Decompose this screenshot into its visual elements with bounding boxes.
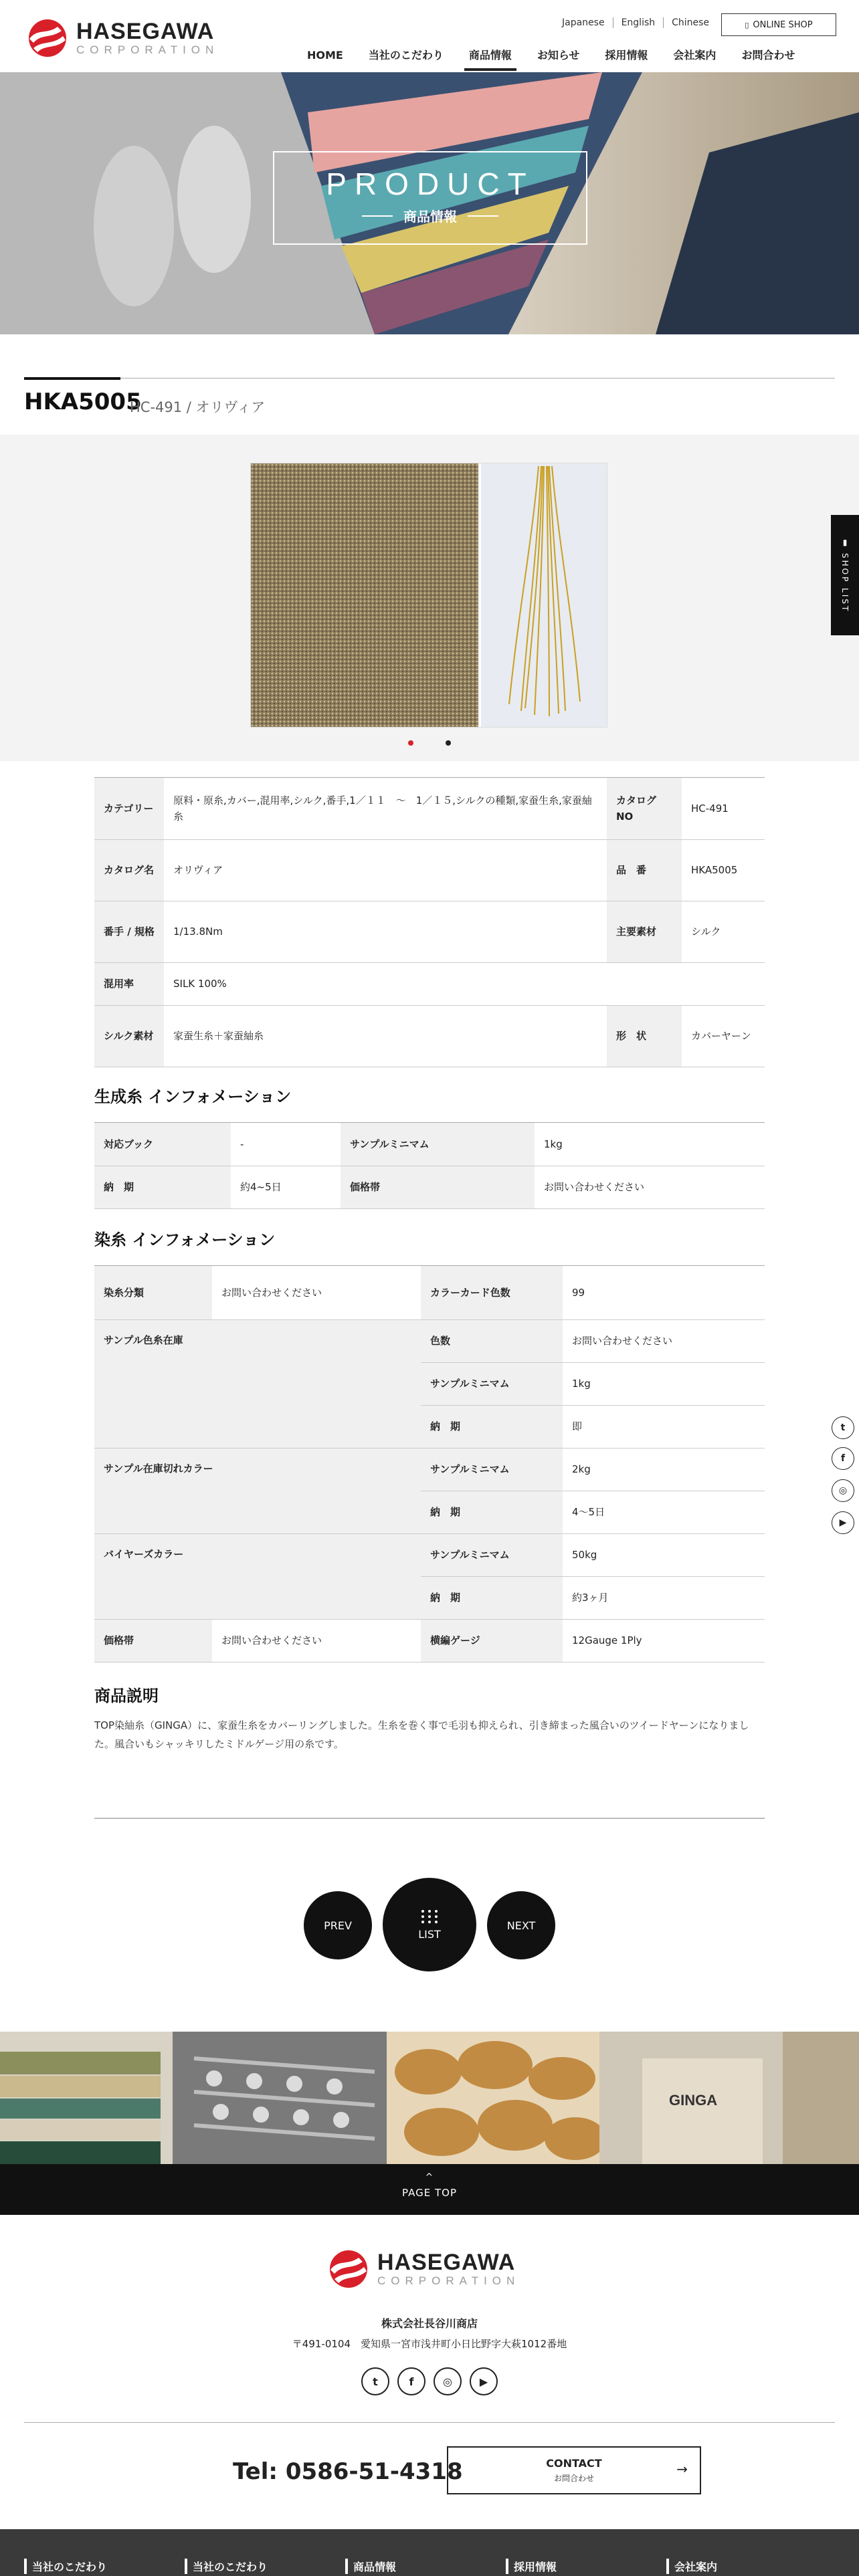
list-label: LIST bbox=[418, 1927, 441, 1941]
footer-social-links bbox=[361, 2367, 498, 2395]
main-nav bbox=[294, 45, 807, 71]
info-label: サンプルミニマム bbox=[421, 1362, 563, 1405]
gallery-slide[interactable] bbox=[250, 463, 607, 728]
facebook-icon[interactable]: f bbox=[397, 2367, 425, 2395]
info-label: サンプルミニマム bbox=[421, 1448, 563, 1491]
description-heading: 商品説明 bbox=[94, 1687, 159, 1705]
instagram-icon[interactable]: ◎ bbox=[434, 2367, 462, 2395]
hero-subtitle: 商品情報 bbox=[403, 209, 457, 225]
info-label: サンプルミニマム bbox=[341, 1123, 535, 1166]
info-value: 4〜5日 bbox=[563, 1491, 765, 1533]
site-footer bbox=[0, 2215, 859, 2529]
info-label: 色数 bbox=[421, 1319, 563, 1362]
contact-sublabel: お問合わせ bbox=[553, 2474, 594, 2483]
footer-nav-item[interactable]: 当社のこだわり bbox=[24, 2559, 107, 2574]
table-row bbox=[94, 1166, 765, 1208]
logo-subtext: CORPORATION bbox=[76, 43, 219, 56]
page-top-label: PAGE TOP bbox=[402, 2187, 457, 2199]
youtube-icon[interactable]: ▶ bbox=[832, 1511, 854, 1534]
info-value: 1kg bbox=[563, 1362, 765, 1405]
spec-label: 番手 / 規格 bbox=[94, 901, 164, 962]
page-top-button[interactable] bbox=[0, 2164, 859, 2215]
divider bbox=[24, 2422, 835, 2423]
list-button[interactable] bbox=[383, 1878, 476, 1971]
spec-value: オリヴィア bbox=[164, 839, 607, 901]
youtube-icon[interactable]: ▶ bbox=[470, 2367, 498, 2395]
table-row bbox=[94, 839, 765, 901]
nav-news[interactable]: お知らせ bbox=[537, 49, 580, 62]
prev-button[interactable] bbox=[304, 1891, 372, 1959]
info-label: 横編ゲージ bbox=[421, 1619, 563, 1662]
company-address: 〒491-0104 愛知県一宮市浅井町小日比野字大萩1012番地 bbox=[292, 2338, 567, 2350]
info-value: 99 bbox=[563, 1266, 765, 1319]
info-value: - bbox=[231, 1123, 341, 1166]
table-row bbox=[94, 1448, 765, 1491]
info-value: お問い合わせください bbox=[535, 1166, 765, 1208]
instagram-icon[interactable]: ◎ bbox=[832, 1479, 854, 1502]
table-row bbox=[94, 962, 765, 1005]
info-label: 価格帯 bbox=[341, 1166, 535, 1208]
dyed-info-heading: 染糸 インフォメーション bbox=[94, 1230, 276, 1249]
spec-label: カタログ名 bbox=[94, 839, 164, 901]
table-row bbox=[94, 778, 765, 839]
lang-japanese[interactable]: Japanese bbox=[562, 17, 605, 28]
description-text: TOP染紬糸（GINGA）に、家蚕生糸をカバーリングしました。生糸を巻く事で毛羽も抑えられ、引き締まった風合いのツイードヤーンになりました。風合いもシャッキリしたミドルゲージ用の糸です。 bbox=[94, 1719, 749, 1750]
footer-logo[interactable] bbox=[325, 2250, 520, 2288]
info-label: サンプルミニマム bbox=[421, 1533, 563, 1576]
info-value: 12Gauge 1Ply bbox=[563, 1619, 765, 1662]
contact-button[interactable] bbox=[447, 2446, 701, 2494]
shop-list-label: SHOP LIST bbox=[840, 552, 850, 613]
info-value: お問い合わせください bbox=[212, 1266, 421, 1319]
spec-value: 原料・原糸,カバー,混用率,シルク,番手,1／１１ 〜 1／１５,シルクの種類,家蚕生糸,家蚕紬糸 bbox=[164, 778, 607, 839]
table-row bbox=[94, 1319, 765, 1362]
phone-number[interactable]: Tel: 0586-51-4318 bbox=[233, 2458, 463, 2485]
logo-subtext: CORPORATION bbox=[377, 2274, 520, 2287]
info-value: 約4~5日 bbox=[231, 1166, 341, 1208]
logo-text: HASEGAWA bbox=[377, 2250, 516, 2275]
site-header bbox=[0, 0, 859, 72]
raw-info-heading: 生成糸 インフォメーション bbox=[94, 1087, 292, 1106]
spec-label: シルク素材 bbox=[94, 1005, 164, 1067]
nav-home[interactable]: HOME bbox=[307, 49, 343, 62]
logo-mark-icon bbox=[24, 19, 71, 58]
contact-label: CONTACT bbox=[546, 2457, 602, 2470]
info-group-label: サンプル在庫切れカラー bbox=[94, 1448, 421, 1533]
footer-nav bbox=[0, 2529, 859, 2576]
company-logo[interactable] bbox=[24, 19, 219, 58]
hero-banner bbox=[0, 72, 859, 334]
table-row bbox=[94, 901, 765, 962]
spec-value: HC-491 bbox=[682, 778, 765, 839]
info-value: 50kg bbox=[563, 1533, 765, 1576]
info-value: 2kg bbox=[563, 1448, 765, 1491]
slide-dot-1[interactable] bbox=[408, 740, 413, 746]
spec-value: カバーヤーン bbox=[682, 1005, 765, 1067]
footer-nav-item[interactable]: 商品情報 bbox=[345, 2559, 396, 2574]
spec-value: 家蚕生糸＋家蚕紬糸 bbox=[164, 1005, 607, 1067]
footer-nav-item[interactable]: 採用情報 bbox=[506, 2559, 557, 2574]
online-shop-label: ONLINE SHOP bbox=[753, 19, 813, 30]
next-label: NEXT bbox=[506, 1919, 536, 1932]
info-value: 1kg bbox=[535, 1123, 765, 1166]
spec-label: 品 番 bbox=[607, 839, 682, 901]
hero-title: PRODUCT bbox=[326, 167, 535, 201]
product-heading bbox=[24, 378, 835, 418]
nav-products[interactable]: 商品情報 bbox=[456, 45, 524, 71]
nav-contact[interactable]: お問合わせ bbox=[741, 49, 795, 62]
product-code: HKA5005 bbox=[24, 389, 142, 415]
prev-label: PREV bbox=[324, 1919, 352, 1932]
slide-dot-2[interactable] bbox=[446, 740, 451, 746]
nav-recruit[interactable]: 採用情報 bbox=[605, 49, 648, 62]
info-group-label: バイヤーズカラー bbox=[94, 1533, 421, 1619]
info-value: 即 bbox=[563, 1405, 765, 1448]
info-value: お問い合わせください bbox=[563, 1319, 765, 1362]
hero-title-box bbox=[273, 151, 587, 245]
table-row bbox=[94, 1533, 765, 1576]
info-label: 価格帯 bbox=[94, 1619, 212, 1662]
photo-strip-image bbox=[0, 2032, 859, 2164]
footer-nav-item[interactable]: 会社案内 bbox=[666, 2559, 717, 2574]
table-row bbox=[94, 1123, 765, 1166]
product-gallery bbox=[0, 435, 859, 761]
spec-table bbox=[94, 777, 765, 1067]
footer-nav-item[interactable]: 当社のこだわり bbox=[185, 2559, 268, 2574]
next-button[interactable] bbox=[487, 1891, 555, 1959]
chevron-up-icon: ^ bbox=[425, 2172, 434, 2183]
info-label: 納 期 bbox=[421, 1491, 563, 1533]
company-name: 株式会社長谷川商店 bbox=[381, 2317, 478, 2330]
info-label: 納 期 bbox=[94, 1166, 231, 1208]
table-row bbox=[94, 1266, 765, 1319]
twitter-icon[interactable]: t bbox=[361, 2367, 389, 2395]
info-group-label: サンプル色糸在庫 bbox=[94, 1319, 421, 1448]
spec-label: カタログNO bbox=[607, 778, 682, 839]
twitter-icon[interactable]: t bbox=[832, 1416, 854, 1439]
photo-strip bbox=[0, 2032, 859, 2164]
spec-value: HKA5005 bbox=[682, 839, 765, 901]
nav-commitment[interactable]: 当社のこだわり bbox=[368, 49, 444, 62]
cart-icon: ▯ bbox=[745, 20, 749, 29]
nav-company[interactable]: 会社案内 bbox=[673, 49, 717, 62]
info-label: 納 期 bbox=[421, 1576, 563, 1619]
online-shop-button[interactable] bbox=[721, 13, 836, 36]
arrow-right-icon: → bbox=[676, 2461, 688, 2477]
language-switcher bbox=[554, 17, 717, 28]
facebook-icon[interactable]: f bbox=[832, 1447, 854, 1470]
spec-label: 主要素材 bbox=[607, 901, 682, 962]
table-row bbox=[94, 1005, 765, 1067]
lang-chinese[interactable]: Chinese bbox=[663, 17, 717, 28]
spec-value: SILK 100% bbox=[164, 962, 765, 1005]
dyed-info-table bbox=[94, 1265, 765, 1662]
product-image bbox=[251, 463, 607, 727]
spec-value: シルク bbox=[682, 901, 765, 962]
spec-label: カテゴリー bbox=[94, 778, 164, 839]
info-value: 約3ヶ月 bbox=[563, 1576, 765, 1619]
cart-icon: ▮ bbox=[840, 537, 850, 549]
spec-value: 1/13.8Nm bbox=[164, 901, 607, 962]
spec-label: 混用率 bbox=[94, 962, 164, 1005]
grid-icon bbox=[420, 1909, 439, 1924]
info-label: カラーカード色数 bbox=[421, 1266, 563, 1319]
info-value: お問い合わせください bbox=[212, 1619, 421, 1662]
raw-info-table bbox=[94, 1122, 765, 1209]
logo-text: HASEGAWA bbox=[76, 19, 215, 44]
info-label: 対応ブック bbox=[94, 1123, 231, 1166]
info-label: 染糸分類 bbox=[94, 1266, 212, 1319]
info-label: 納 期 bbox=[421, 1405, 563, 1448]
logo-mark-icon bbox=[325, 2250, 372, 2288]
shop-list-tab[interactable] bbox=[831, 515, 859, 635]
svg-text:GINGA: GINGA bbox=[669, 2092, 718, 2109]
divider bbox=[94, 1818, 765, 1819]
product-subtitle: HC-491 / オリヴィア bbox=[130, 399, 266, 415]
table-row bbox=[94, 1619, 765, 1662]
spec-label: 形 状 bbox=[607, 1005, 682, 1067]
lang-english[interactable]: English bbox=[613, 17, 664, 28]
